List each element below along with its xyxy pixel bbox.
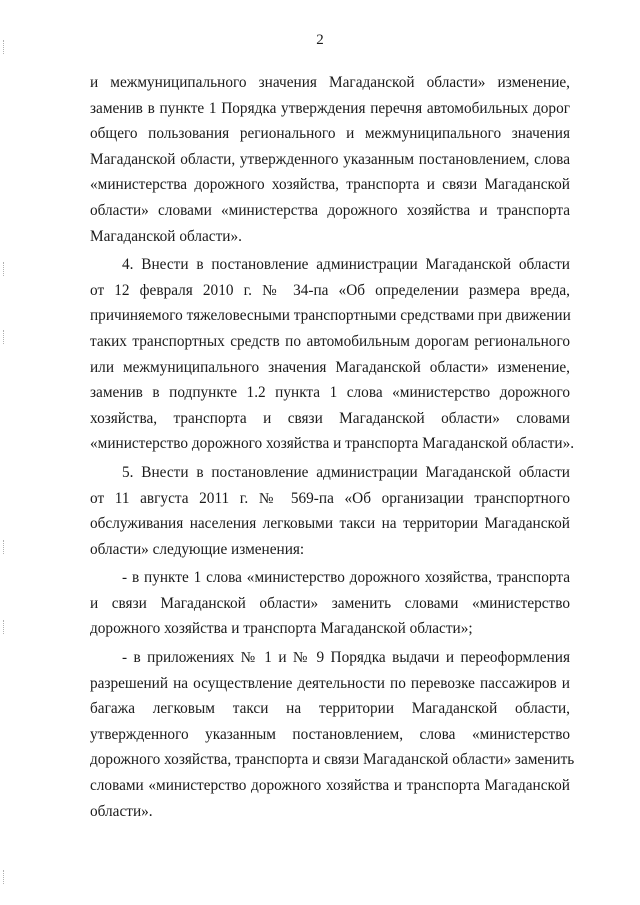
scan-edge-marks bbox=[3, 0, 5, 905]
text-line: багажа легковым такси на территории Магаданской области, bbox=[90, 700, 570, 718]
text-line: - в приложениях № 1 и № 9 Порядка выдачи и переоформления bbox=[122, 649, 570, 667]
edge-mark bbox=[3, 330, 5, 344]
text-line: или межмуниципального значения Магаданской области» изменение, bbox=[90, 358, 570, 376]
text-line: 4. Внести в постановление администрации Магаданской области bbox=[122, 256, 570, 274]
text-line: области» словами «министерства дорожного хозяйства и транспорта bbox=[90, 201, 570, 219]
text-line: утвержденного указанным постановлением, слова «министерство bbox=[90, 725, 570, 743]
text-line: дорожного хозяйства и транспорта Магаданской области»; bbox=[90, 620, 473, 638]
text-line: и связи Магаданской области» заменить словами «министерство bbox=[90, 594, 570, 612]
text-line: - в пункте 1 слова «министерство дорожного хозяйства, транспорта bbox=[122, 569, 570, 587]
text-line: заменив в пункте 1 Порядка утверждения перечня автомобильных дорог bbox=[90, 99, 570, 117]
text-line: Магаданской области, утвержденного указанным постановлением, слова bbox=[90, 150, 570, 168]
document-body bbox=[90, 70, 575, 824]
text-line: таких транспортных средств по автомобильным дорогам регионального bbox=[90, 332, 570, 350]
text-line: обслуживания населения легковыми такси на территории Магаданской bbox=[90, 515, 570, 533]
text-line: 5. Внести в постановление администрации Магаданской области bbox=[122, 463, 570, 481]
text-line: разрешений на осуществление деятельности по перевозке пассажиров и bbox=[90, 674, 570, 692]
text-line: хозяйства, транспорта и связи Магаданской области» словами bbox=[90, 409, 570, 427]
text-line: словами «министерство дорожного хозяйства и транспорта Магаданской bbox=[90, 777, 570, 795]
paragraph bbox=[90, 252, 575, 457]
text-line: области» следующие изменения: bbox=[90, 540, 305, 558]
text-line: от 12 февраля 2010 г. № 34-па «Об определении размера вреда, bbox=[90, 281, 570, 299]
text-line: дорожного хозяйства, транспорта и связи Магаданской области» заменить bbox=[90, 751, 575, 769]
edge-mark bbox=[3, 870, 5, 884]
paragraph bbox=[90, 565, 570, 642]
page-number: 2 bbox=[316, 32, 324, 48]
text-line: области». bbox=[90, 802, 153, 820]
text-line: причиняемого тяжеловесными транспортными средствами при движении bbox=[90, 307, 571, 325]
text-line: «министерство дорожного хозяйства и транспорта Магаданской области». bbox=[90, 435, 575, 453]
text-line: Магаданской области». bbox=[90, 227, 242, 245]
edge-mark bbox=[3, 262, 5, 276]
edge-mark bbox=[3, 620, 5, 634]
paragraph bbox=[90, 460, 570, 562]
text-line: общего пользования регионального и межмуниципального значения bbox=[90, 125, 570, 143]
text-line: от 11 августа 2011 г. № 569-па «Об организации транспортного bbox=[90, 489, 570, 507]
text-line: «министерства дорожного хозяйства, транспорта и связи Магаданской bbox=[90, 176, 570, 194]
edge-mark bbox=[3, 540, 5, 554]
paragraph bbox=[90, 70, 570, 249]
text-line: и межмуниципального значения Магаданской области» изменение, bbox=[90, 74, 570, 91]
text-line: заменив в подпункте 1.2 пункта 1 слова «министерство дорожного bbox=[90, 384, 570, 402]
paragraph bbox=[90, 645, 575, 824]
